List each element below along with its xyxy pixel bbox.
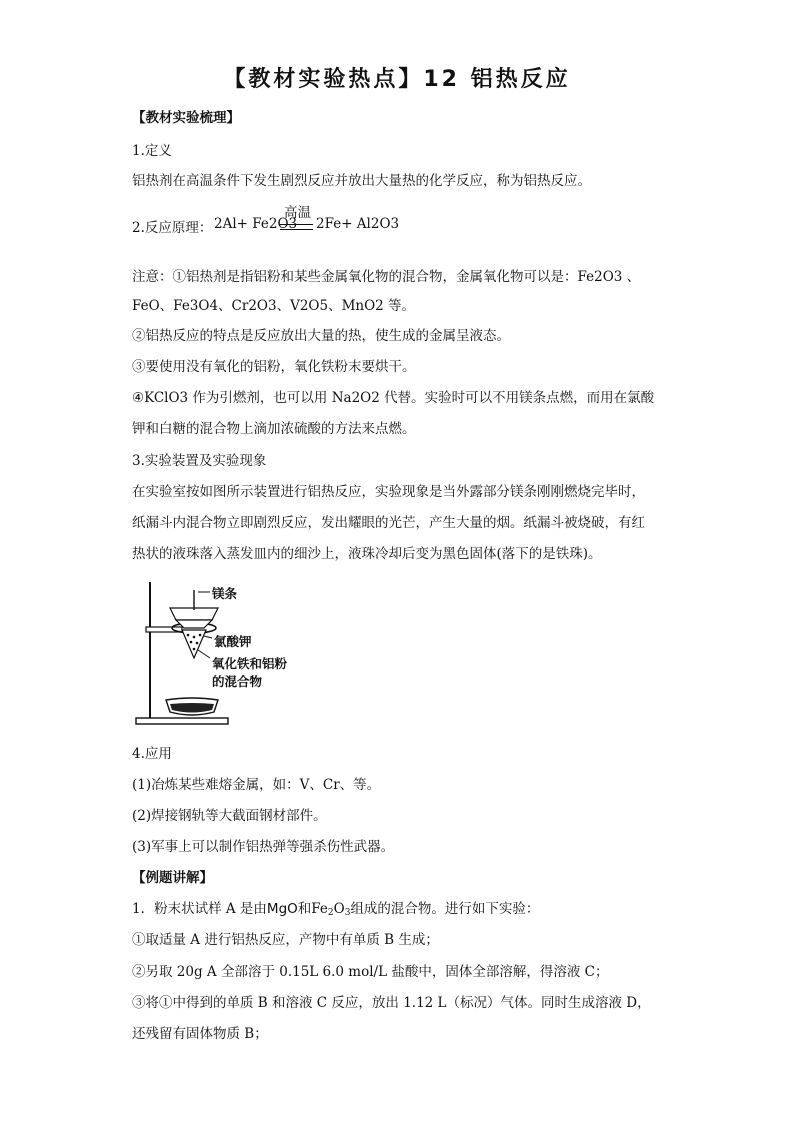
note-line-5: ④KClO3 作为引燃剂，也可以用 Na2O2 代替。实验时可以不用镁条点燃，而用在氯酸 [132,390,655,406]
formula-mgo: MgO [266,901,298,917]
equation-right: 2Fe+ Al2O3 [316,216,400,232]
equation-left: 2Al+ Fe2O3 [214,216,298,232]
note-line-1: 注意：①铝热剂是指铝粉和某些金属氧化物的混合物，金属氧化物可以是：Fe2O3 、 [132,269,641,285]
formula-o: O [333,901,345,917]
setup-line-3: 热状的液珠落入蒸发皿内的细沙上，液珠冷却后变为黑色固体(落下的是铁珠)。 [132,546,602,562]
application-item-3: (3)军事上可以制作铝热弹等强杀伤性武器。 [132,839,395,855]
formula-fe2o3 [311,901,350,917]
label-potassium-chlorate: 氯酸钾 [214,634,252,649]
example-step-2: ②另取 20g A 全部溶于 0.15L 6.0 mol/L 盐酸中，固体全部溶解，得溶液 C； [132,964,609,980]
example-question-1 [132,899,539,923]
question-text-start: 1．粉末状试样 A 是由 [132,901,267,917]
setup-heading: 3.实验装置及实验现象 [132,453,267,469]
question-text-and: 和 [297,901,312,917]
application-item-1: (1)冶炼某些难熔金属，如：V、Cr、等。 [132,777,381,793]
note-line-2: FeO、Fe3O4、Cr2O3、V2O5、MnO2 等。 [132,298,416,314]
formula-sub-2: 2 [327,908,334,918]
definition-text: 铝热剂在高温条件下发生剧烈反应并放出大量热的化学反应，称为铝热反应。 [132,173,591,189]
note-line-6: 钾和白糖的混合物上滴加浓硫酸的方法来点燃。 [132,421,416,437]
equation-condition: 高温 [284,205,311,221]
section-heading-examples: 【例题讲解】 [132,870,213,886]
application-heading: 4.应用 [132,746,172,762]
formula-sub-3: 3 [344,908,351,918]
application-item-2: (2)焊接钢轨等大截面钢材部件。 [132,808,327,824]
example-step-1: ①取适量 A 进行铝热反应，产物中有单质 B 生成； [132,932,439,948]
note-line-3: ②铝热反应的特点是反应放出大量的热，使生成的金属呈液态。 [132,328,510,344]
equation-double-line [280,224,313,230]
example-step-3-cont: 还残留有固体物质 B； [132,1026,268,1042]
definition-heading: 1.定义 [132,143,172,159]
label-mixture-line-2: 的混合物 [212,674,263,689]
label-magnesium-strip: 镁条 [212,586,238,601]
formula-fe: Fe [311,901,328,917]
note-line-4: ③要使用没有氧化的铝粉，氧化铁粉末要烘干。 [132,359,416,375]
label-mixture-line-1: 氧化铁和铝粉 [212,656,288,671]
section-heading-review: 【教材实验梳理】 [132,110,240,126]
principle-label: 2.反应原理： [132,220,213,236]
page-title: 【教材实验热点】12 铝热反应 [223,67,571,92]
thermite-apparatus-diagram [132,578,332,728]
setup-line-1: 在实验室按如图所示装置进行铝热反应，实验现象是当外露部分镁条刚刚燃烧完毕时， [132,484,645,500]
setup-line-2: 纸漏斗内混合物立即剧烈反应，发出耀眼的光芒，产生大量的烟。纸漏斗被烧破，有红 [132,515,645,531]
example-step-3: ③将①中得到的单质 B 和溶液 C 反应，放出 1.12 L（标况）气体。同时生成溶液 D， [132,995,651,1011]
question-text-end: 组成的混合物。进行如下实验： [350,901,540,917]
